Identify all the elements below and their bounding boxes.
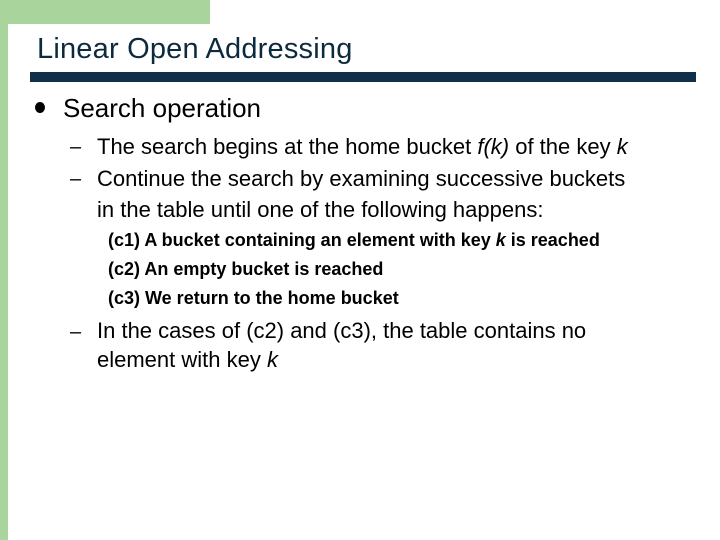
condition-text: (c1) A bucket containing an element with key [108,230,496,250]
condition-c2: (c2) An empty bucket is reached [108,259,384,279]
sub-item-continue-line1: Continue the search by examining successive buckets [97,166,626,191]
condition-c1 [108,230,600,251]
key-term: k [616,134,628,159]
dash-marker: – [70,168,82,190]
sub-item-text: of the key [509,134,617,159]
left-accent-bar [0,0,8,540]
key-term: k [495,230,506,250]
last-item-line2 [97,347,278,373]
top-accent-bar [0,0,210,24]
sub-item-home-bucket [97,134,628,160]
sub-item-text: The search begins at the home bucket [97,134,478,159]
slide-title: Linear Open Addressing [37,33,353,65]
condition-c3: (c3) We return to the home bucket [108,288,399,308]
bullet-search-operation: Search operation [63,93,262,123]
condition-text: is reached [505,230,600,250]
dash-marker: – [70,321,82,343]
function-term: f(k) [477,134,510,159]
key-term: k [266,347,278,372]
last-item-text: element with key [97,347,267,372]
filled-circle-bullet-icon [35,102,45,113]
title-underline [30,72,696,82]
dash-marker: – [70,136,82,158]
last-item-line1: In the cases of (c2) and (c3), the table contains no [97,318,587,343]
sub-item-continue-line2: in the table until one of the following happens: [97,197,544,222]
